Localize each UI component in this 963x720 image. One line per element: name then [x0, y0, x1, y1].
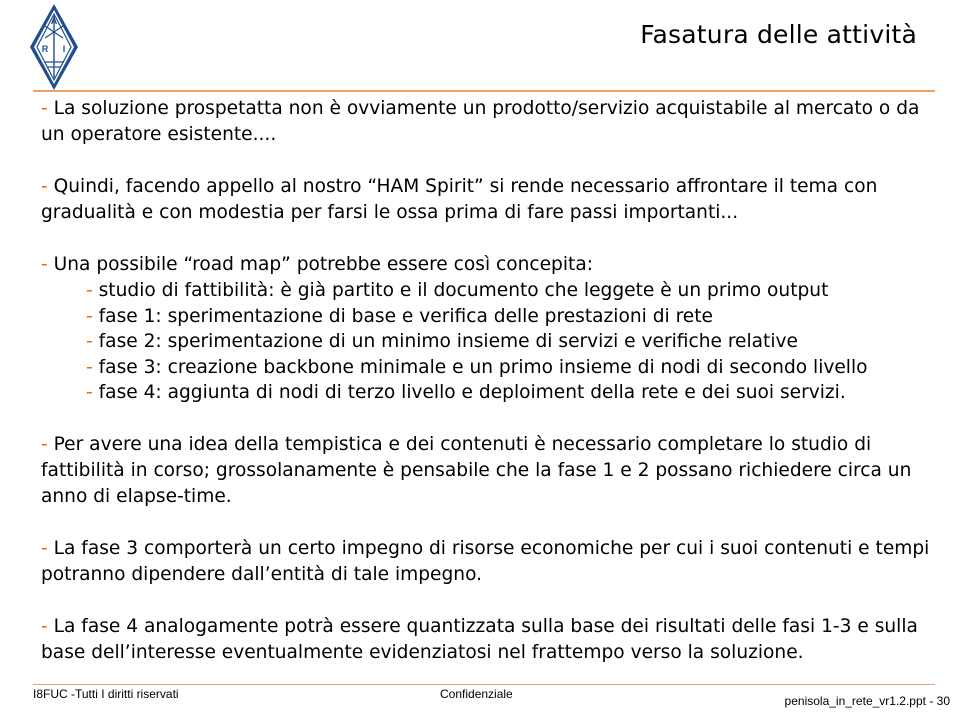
roadmap-item-text: fase 2: sperimentazione di un minimo insieme di servizi e verifiche relative — [98, 331, 798, 352]
roadmap-item — [41, 380, 941, 406]
bullet-dash: - — [41, 254, 54, 275]
bullet-dash: - — [41, 98, 54, 119]
ari-logo-icon — [27, 2, 81, 92]
logo-letter-a: A — [50, 16, 58, 26]
paragraph-4 — [41, 432, 941, 510]
footer-confidential: Confidenziale — [440, 687, 513, 701]
footer-page-number: penisola_in_rete_vr1.2.ppt - 30 — [784, 694, 950, 708]
footer-divider — [33, 684, 935, 685]
paragraph-3-text: Una possibile “road map” potrebbe essere così concepita: — [53, 254, 593, 275]
paragraph-5 — [41, 536, 941, 588]
roadmap-block — [41, 252, 941, 406]
logo-letter-r: R — [41, 44, 49, 54]
bullet-dash: - — [41, 433, 54, 455]
paragraph-6 — [41, 614, 941, 666]
roadmap-item-text: studio di fattibilità: è già partito e il documento che leggete è un primo output — [98, 280, 829, 301]
paragraph-6-text: La fase 4 analogamente potrà essere quantizzata sulla base dei risultati delle fasi 1-3 e sulla base dell’interesse eventualmente evidenziatosi nel frattempo verso la soluzione. — [41, 615, 918, 663]
paragraph-1 — [41, 96, 941, 148]
bullet-dash: - — [41, 537, 54, 559]
roadmap-item-text: fase 4: aggiunta di nodi di terzo livello e deploiment della rete e dei suoi servizi. — [98, 382, 846, 403]
slide-body — [41, 96, 941, 692]
paragraph-2-text: Quindi, facendo appello al nostro “HAM Spirit” si rende necessario affrontare il tema con gradualità e con modestia per farsi le ossa prima di fare passi importanti... — [41, 176, 878, 223]
roadmap-item — [41, 304, 941, 330]
roadmap-item — [41, 278, 941, 304]
bullet-dash: - — [86, 305, 99, 327]
bullet-dash: - — [41, 615, 54, 637]
header-divider — [33, 90, 935, 92]
roadmap-item-text: fase 1: sperimentazione di base e verifica delle prestazioni di rete — [98, 305, 713, 327]
roadmap-item — [41, 329, 941, 355]
footer-copyright: I8FUC -Tutti I diritti riservati — [33, 687, 179, 701]
paragraph-2 — [41, 174, 941, 226]
paragraph-4-text: Per avere una idea della tempistica e dei contenuti è necessario completare lo studio di fattibilità in corso; grossolanamente è pensabile che la fase 1 e 2 possano richiedere circa un anno di elapse-time. — [41, 433, 912, 507]
slide-title: Fasatura delle attività — [640, 20, 917, 49]
paragraph-1-text: La soluzione prospetatta non è ovviamente un prodotto/servizio acquistabile al mercato o da un operatore esistente.... — [41, 98, 920, 145]
logo-letter-i: I — [62, 44, 66, 54]
paragraph-3 — [41, 252, 941, 278]
paragraph-5-text: La fase 3 comporterà un certo impegno di risorse economiche per cui i suoi contenuti e tempi potranno dipendere dall’entità di tale impegno. — [41, 537, 930, 585]
bullet-dash: - — [41, 176, 54, 197]
roadmap-item-text: fase 3: creazione backbone minimale e un primo insieme di nodi di secondo livello — [98, 356, 868, 378]
bullet-dash: - — [86, 356, 99, 378]
bullet-dash: - — [86, 280, 99, 301]
roadmap-item — [41, 355, 941, 381]
bullet-dash: - — [86, 331, 99, 352]
bullet-dash: - — [86, 382, 99, 403]
